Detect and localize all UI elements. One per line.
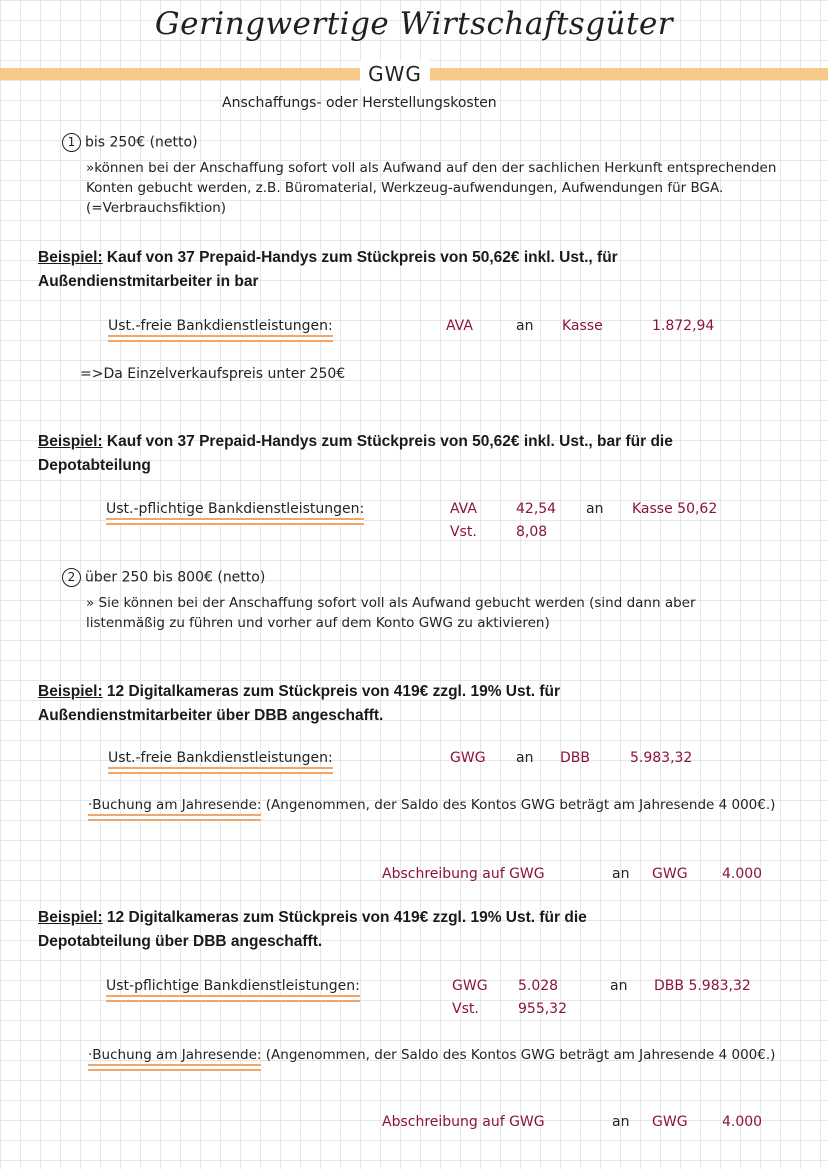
- amount-2: 955,32: [518, 1001, 567, 1017]
- note: =>Da Einzelverkaufspreis unter 250€: [80, 366, 346, 382]
- booking-type: Ust.-pflichtige Bankdienstleistungen:: [106, 501, 364, 520]
- subtitle: Anschaffungs- oder Herstellungskosten: [222, 95, 497, 111]
- example-2: [38, 430, 758, 478]
- booking-type: Ust.-freie Bankdienstleistungen:: [108, 318, 333, 337]
- page-title: Geringwertige Wirtschaftsgüter: [154, 6, 674, 42]
- section-1-title: bis 250€ (netto): [85, 134, 198, 151]
- debit-account-2: Vst.: [450, 524, 477, 540]
- example-text: 12 Digitalkameras zum Stückpreis von 419€ zzgl. 19% Ust. für die Depotabteilung über DBB angeschafft.: [38, 909, 587, 950]
- example-label: Beispiel:: [38, 249, 103, 266]
- example-1: [38, 246, 758, 294]
- debit-account-1: GWG: [452, 978, 488, 994]
- booking-type: Ust.-freie Bankdienstleistungen:: [108, 750, 333, 769]
- debit-account-2: Vst.: [452, 1001, 479, 1017]
- depreciation-credit: GWG: [652, 866, 688, 882]
- section-2-title: über 250 bis 800€ (netto): [85, 569, 266, 586]
- number-circle: 1: [62, 133, 81, 152]
- example-label: Beispiel:: [38, 683, 103, 700]
- amount-2: 8,08: [516, 524, 548, 540]
- year-end-booking: [88, 795, 788, 815]
- example-label: Beispiel:: [38, 909, 103, 926]
- credit-account: DBB: [560, 750, 590, 766]
- an-word: an: [516, 750, 534, 766]
- amount: 5.983,32: [630, 750, 693, 766]
- an-word: an: [610, 978, 628, 994]
- year-end-text: (Angenommen, der Saldo des Kontos GWG beträgt am Jahresende 4 000€.): [265, 797, 776, 813]
- example-text: Kauf von 37 Prepaid-Handys zum Stückpreis von 50,62€ inkl. Ust., für Außendienstmitarbeiter in bar: [38, 249, 618, 290]
- depreciation-debit: Abschreibung auf GWG: [382, 866, 545, 882]
- an-word: an: [612, 1114, 630, 1130]
- depreciation-amount: 4.000: [722, 1114, 763, 1130]
- an-word: an: [612, 866, 630, 882]
- example-label: Beispiel:: [38, 433, 103, 450]
- year-end-label: ·Buchung am Jahresende:: [88, 797, 261, 816]
- an-word: an: [586, 501, 604, 517]
- depreciation-debit: Abschreibung auf GWG: [382, 1114, 545, 1130]
- example-4: [38, 906, 678, 954]
- example-text: 12 Digitalkameras zum Stückpreis von 419€ zzgl. 19% Ust. für Außendienstmitarbeiter über DBB angeschafft.: [38, 683, 561, 724]
- number-circle: 2: [62, 568, 81, 587]
- section-1-text: »können bei der Anschaffung sofort voll als Aufwand auf den der sachlichen Herkunft entsprechenden Konten gebucht werden, z.B. Büromaterial, Werkzeug-aufwendungen, Aufwendungen für BGA. (=Verbrauchsfiktion): [86, 160, 777, 216]
- example-text: Kauf von 37 Prepaid-Handys zum Stückpreis von 50,62€ inkl. Ust., bar für die Depotabteilung: [38, 433, 673, 474]
- an-word: an: [516, 318, 534, 334]
- section-1-heading: [62, 133, 198, 152]
- amount-1: 42,54: [516, 501, 557, 517]
- year-end-label: ·Buchung am Jahresende:: [88, 1047, 261, 1066]
- depreciation-credit: GWG: [652, 1114, 688, 1130]
- debit-account-1: AVA: [450, 501, 477, 517]
- section-2-heading: [62, 568, 265, 587]
- credit-account: DBB 5.983,32: [654, 978, 751, 994]
- depreciation-amount: 4.000: [722, 866, 763, 882]
- abbreviation: GWG: [360, 60, 430, 88]
- amount: 1.872,94: [652, 318, 715, 334]
- credit-account: Kasse: [562, 318, 603, 334]
- debit-account: AVA: [446, 318, 473, 334]
- amount-1: 5.028: [518, 978, 559, 994]
- booking-type: Ust-pflichtige Bankdienstleistungen:: [106, 978, 360, 997]
- year-end-booking: [88, 1045, 788, 1065]
- section-2-text: » Sie können bei der Anschaffung sofort voll als Aufwand gebucht werden (sind dann aber listenmäßig zu führen und vorher auf dem Konto GWG zu aktivieren): [86, 595, 696, 631]
- year-end-text: (Angenommen, der Saldo des Kontos GWG beträgt am Jahresende 4 000€.): [265, 1047, 776, 1063]
- credit-account: Kasse 50,62: [632, 501, 718, 517]
- example-3: [38, 680, 678, 728]
- debit-account: GWG: [450, 750, 486, 766]
